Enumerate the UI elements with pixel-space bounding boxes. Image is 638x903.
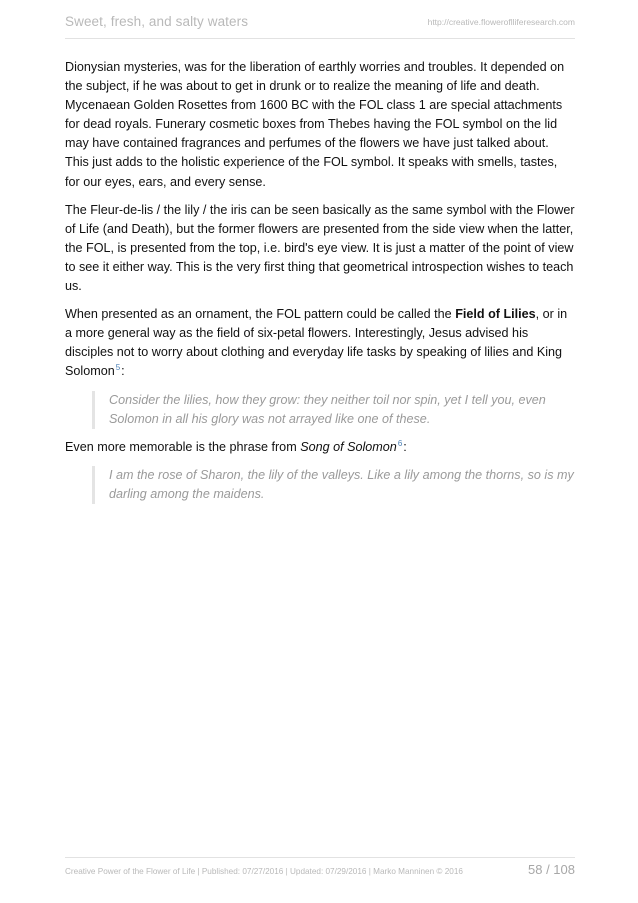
paragraph: Dionysian mysteries, was for the liberation of earthly worries and troubles. It depended on the subject, if he was about to get in drunk or to realize the meaning of life and death. Mycenaean Golden Rosettes from 1600 BC with the FOL class 1 are special attachments for dead royals. Funerary cosmetic boxes from Thebes having the FOL symbol on the lid may have contained fragrances and perfumes of the flowers we have just talked about. This just adds to the holistic experience of the FOL symbol. It speaks with smells, tastes, for our eyes, ears, and every sense. (65, 60, 565, 189)
text-run: Even more memorable is the phrase from (65, 439, 301, 454)
page-header (65, 12, 575, 39)
paragraph: The Fleur-de-lis / the lily / the iris can be seen basically as the same symbol with the Flower of Life (and Death), but the former flowers are presented from the side view when the latter, the FOL, is presented from the top, i.e. bird's eye view. It is just a matter of the point of view to see it either way. This is the very first thing that geometrical introspection wishes to teach us. (65, 202, 575, 294)
block-quote: Consider the lilies, how they grow: they neither toil nor spin, yet I tell you, even Solomon in all his glory was not arrayed like one of these. (92, 391, 575, 429)
page-footer (65, 857, 575, 884)
header-url-link[interactable]: http://creative.floweroflliferesearch.com (427, 17, 575, 27)
footnote-link[interactable]: 5 (115, 363, 121, 373)
page-number: 58 / 108 (528, 862, 575, 877)
header-title: Sweet, fresh, and salty waters (65, 14, 249, 29)
bold-term: Field of Lilies (455, 307, 536, 322)
text-run: When presented as an ornament, the FOL pattern could be called the (65, 307, 456, 322)
block-quote: I am the rose of Sharon, the lily of the valleys. Like a lily among the thorns, so is my darling among the maidens. (92, 466, 575, 504)
paragraph (65, 305, 575, 381)
italic-title: Song of Solomon (300, 439, 397, 454)
footer-text: Creative Power of the Flower of Life | Published: 07/27/2016 | Updated: 07/29/2016 | Marko Manninen © 2016 (65, 867, 463, 876)
footnote-link[interactable]: 6 (397, 438, 403, 448)
text-run: : (121, 364, 125, 379)
paragraph (65, 438, 575, 457)
text-run: : (403, 439, 407, 454)
text-run: , or in a more general way as the field of six-petal flowers. Interestingly, Jesus advised his disciples not to worry about clothing and everyday life tasks by speaking of lilies and King Solomon (65, 307, 568, 379)
page-content (65, 58, 575, 513)
